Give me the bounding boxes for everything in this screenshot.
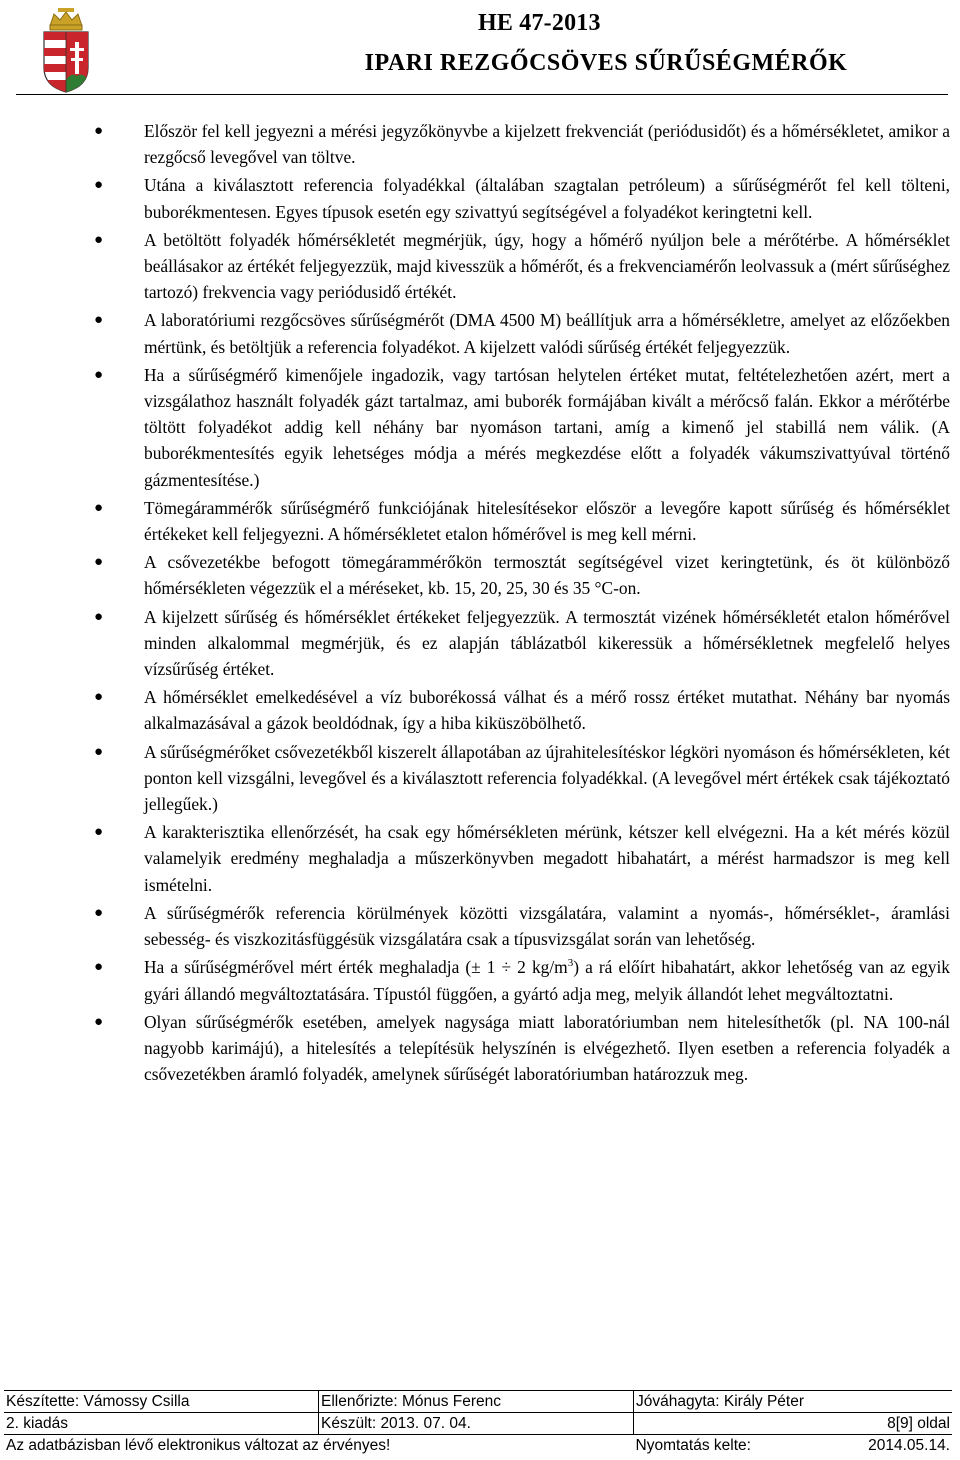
list-item: ● A kijelzett sűrűség és hőmérséklet értékeket feljegyezzük. A termosztát vizének hőmérsékletét etalon hőmérővel minden alkalommal megmérjük, és ez alapján táblázatból kikeressük a hőmérsékletnek megfelelő helyes vízsűrűség értéket. [144,604,950,683]
document-code: HE 47-2013 [478,10,601,36]
document-footer [4,1390,952,1456]
bullet-icon: ● [94,231,104,248]
list-item: ● A sűrűségmérőket csővezetékből kiszerelt állapotában az újrahitelesítéskor légköri nyomáson és hőmérsékleten, két ponton kell vizsgálni, levegővel és a kiválasztott referencia folyadékkal. (A levegővel mért értékek csak tájékoztató jellegűek.) [144,739,950,818]
bullet-icon: ● [94,743,104,760]
bullet-icon: ● [94,689,104,706]
prepared-by: Készítette: Vámossy Csilla [4,1391,319,1413]
edition: 2. kiadás [4,1413,319,1435]
list-item: ● A csővezetékbe befogott tömegárammérőkön termosztát segítségével vizet keringtetünk, és öt különböző hőmérsékleten végezzük el a méréseket, kb. 15, 20, 25, 30 és 35 °C-on. [144,549,950,601]
bullet-icon: ● [94,959,104,976]
procedure-list [0,118,950,1089]
list-item: ● Először fel kell jegyezni a mérési jegyzőkönyvbe a kijelzett frekvenciát (periódusidőt) és a hőmérsékletet, amikor a rezgőcső levegővel van töltve. [144,118,950,170]
bullet-icon: ● [94,366,104,383]
bullet-icon: ● [94,904,104,921]
list-item: ● Tömegárammérők sűrűségmérő funkciójának hitelesítésekor először a levegőre kapott sűrűség és hőmérséklet értékeket kell feljegyezni. A hőmérsékletet etalon hőmérővel is meg kell mérni. [144,495,950,547]
bullet-icon: ● [94,824,104,841]
coat-of-arms-icon [38,6,94,94]
print-label: Nyomtatás kelte: [635,1436,751,1454]
bullet-icon: ● [94,608,104,625]
superscript: 3 [567,957,574,970]
approved-by: Jóváhagyta: Király Péter [634,1391,953,1413]
header-divider [16,94,948,95]
print-info [634,1435,953,1457]
list-item: ● A betöltött folyadék hőmérsékletét megmérjük, úgy, hogy a hőmérő nyúljon bele a mérőtérbe. A hőmérséklet beállásakor az értékét feljegyezzük, majd kivesszük a hőmérőt, és a frekvenciamérőn leolvassuk a (mért sűrűséghez tartozó) frekvencia vagy periódusidő értékét. [144,227,950,306]
list-item: ● A karakterisztika ellenőrzését, ha csak egy hőmérsékleten mérünk, kétszer kell elvégezni. Ha a két mérés közül valamelyik eredmény meghaladja a műszerkönyvben megadott hibahatárt, a mérést harmadszor is meg kell ismételni. [144,819,950,898]
checked-by: Ellenőrizte: Mónus Ferenc [319,1391,634,1413]
list-item: ● Utána a kiválasztott referencia folyadékkal (általában szagtalan petróleum) a sűrűségmérőt fel kell tölteni, buborékmentesen. Egyes típusok esetén egy szivattyú segítségével a folyadékot keringtetni kell. [144,172,950,224]
page-header [0,0,960,100]
validity-note: Az adatbázisban lévő elektronikus változat az érvényes! [6,1436,391,1454]
list-item: ● A hőmérséklet emelkedésével a víz buborékossá válhat és a mérő rossz értéket mutathat. Néhány bar nyomás alkalmazásával a gázok beoldódnak, így a hiba kiküszöbölhető. [144,684,950,736]
list-item: ● A laboratóriumi rezgőcsöves sűrűségmérőt (DMA 4500 M) beállítjuk arra a hőmérsékletre, amelyet az előzőekben mértünk, és betöltjük a referencia folyadékot. A kijelzett valódi sűrűség értékét feljegyezzük. [144,307,950,359]
page-number: 8[9] oldal [634,1413,953,1435]
list-item: ● Ha a sűrűségmérővel mért érték meghaladja (± 1 ÷ 2 $kg/m^3$) a rá előírt hibahatárt, akkor lehetőség van az egyik gyári állandó megváltoztatására. Típustól függően, a gyártó adja meg, melyik állandót lehet megváltoztatni. [144,954,950,1006]
made-date: Készült: 2013. 07. 04. [319,1413,634,1435]
bullet-icon: ● [94,499,104,516]
bullet-icon: ● [94,1013,104,1030]
bullet-icon: ● [94,312,104,329]
bullet-icon: ● [94,177,104,194]
print-date: 2014.05.14. [868,1436,950,1454]
list-item: ● Ha a sűrűségmérő kimenőjele ingadozik, vagy tartósan helytelen értéket mutat, feltételezhetően azért, mert a vizsgálathoz használt folyadék gázt tartalmaz, ami buborék formájában kivált a mérőcső falán. Ekkor a mérőtérbe töltött folyadékot addig kell néhány bar nyomáson tartani, amíg a kimenő jel stabillá nem válik. (A buborékmentesítés egyik lehetséges módja a mérés megkezdése előtt a folyadék vákumszivattyúval történő gázmentesítése.) [144,362,950,493]
document-title: IPARI REZGŐCSÖVES SŰRŰSÉGMÉRŐK [364,50,848,76]
list-item: ● A sűrűségmérők referencia körülmények közötti vizsgálatára, valamint a nyomás-, hőmérséklet-, áramlási sebesség- és viszkozitásfüggésük vizsgálatára csak a típusvizsgálat során van lehetőség. [144,900,950,952]
bullet-icon: ● [94,554,104,571]
list-item: ● Olyan sűrűségmérők esetében, amelyek nagysága miatt laboratóriumban nem hitelesíthetők (pl. NA 100-nál nagyobb karimájú), a hitelesítés a telepítésük helyszínén is elvégezhető. Ilyen esetben a referencia folyadék a csővezetékben áramló folyadék, amelynek sűrűségét laboratóriumban határozzuk meg. [144,1009,950,1088]
bullet-icon: ● [94,123,104,139]
